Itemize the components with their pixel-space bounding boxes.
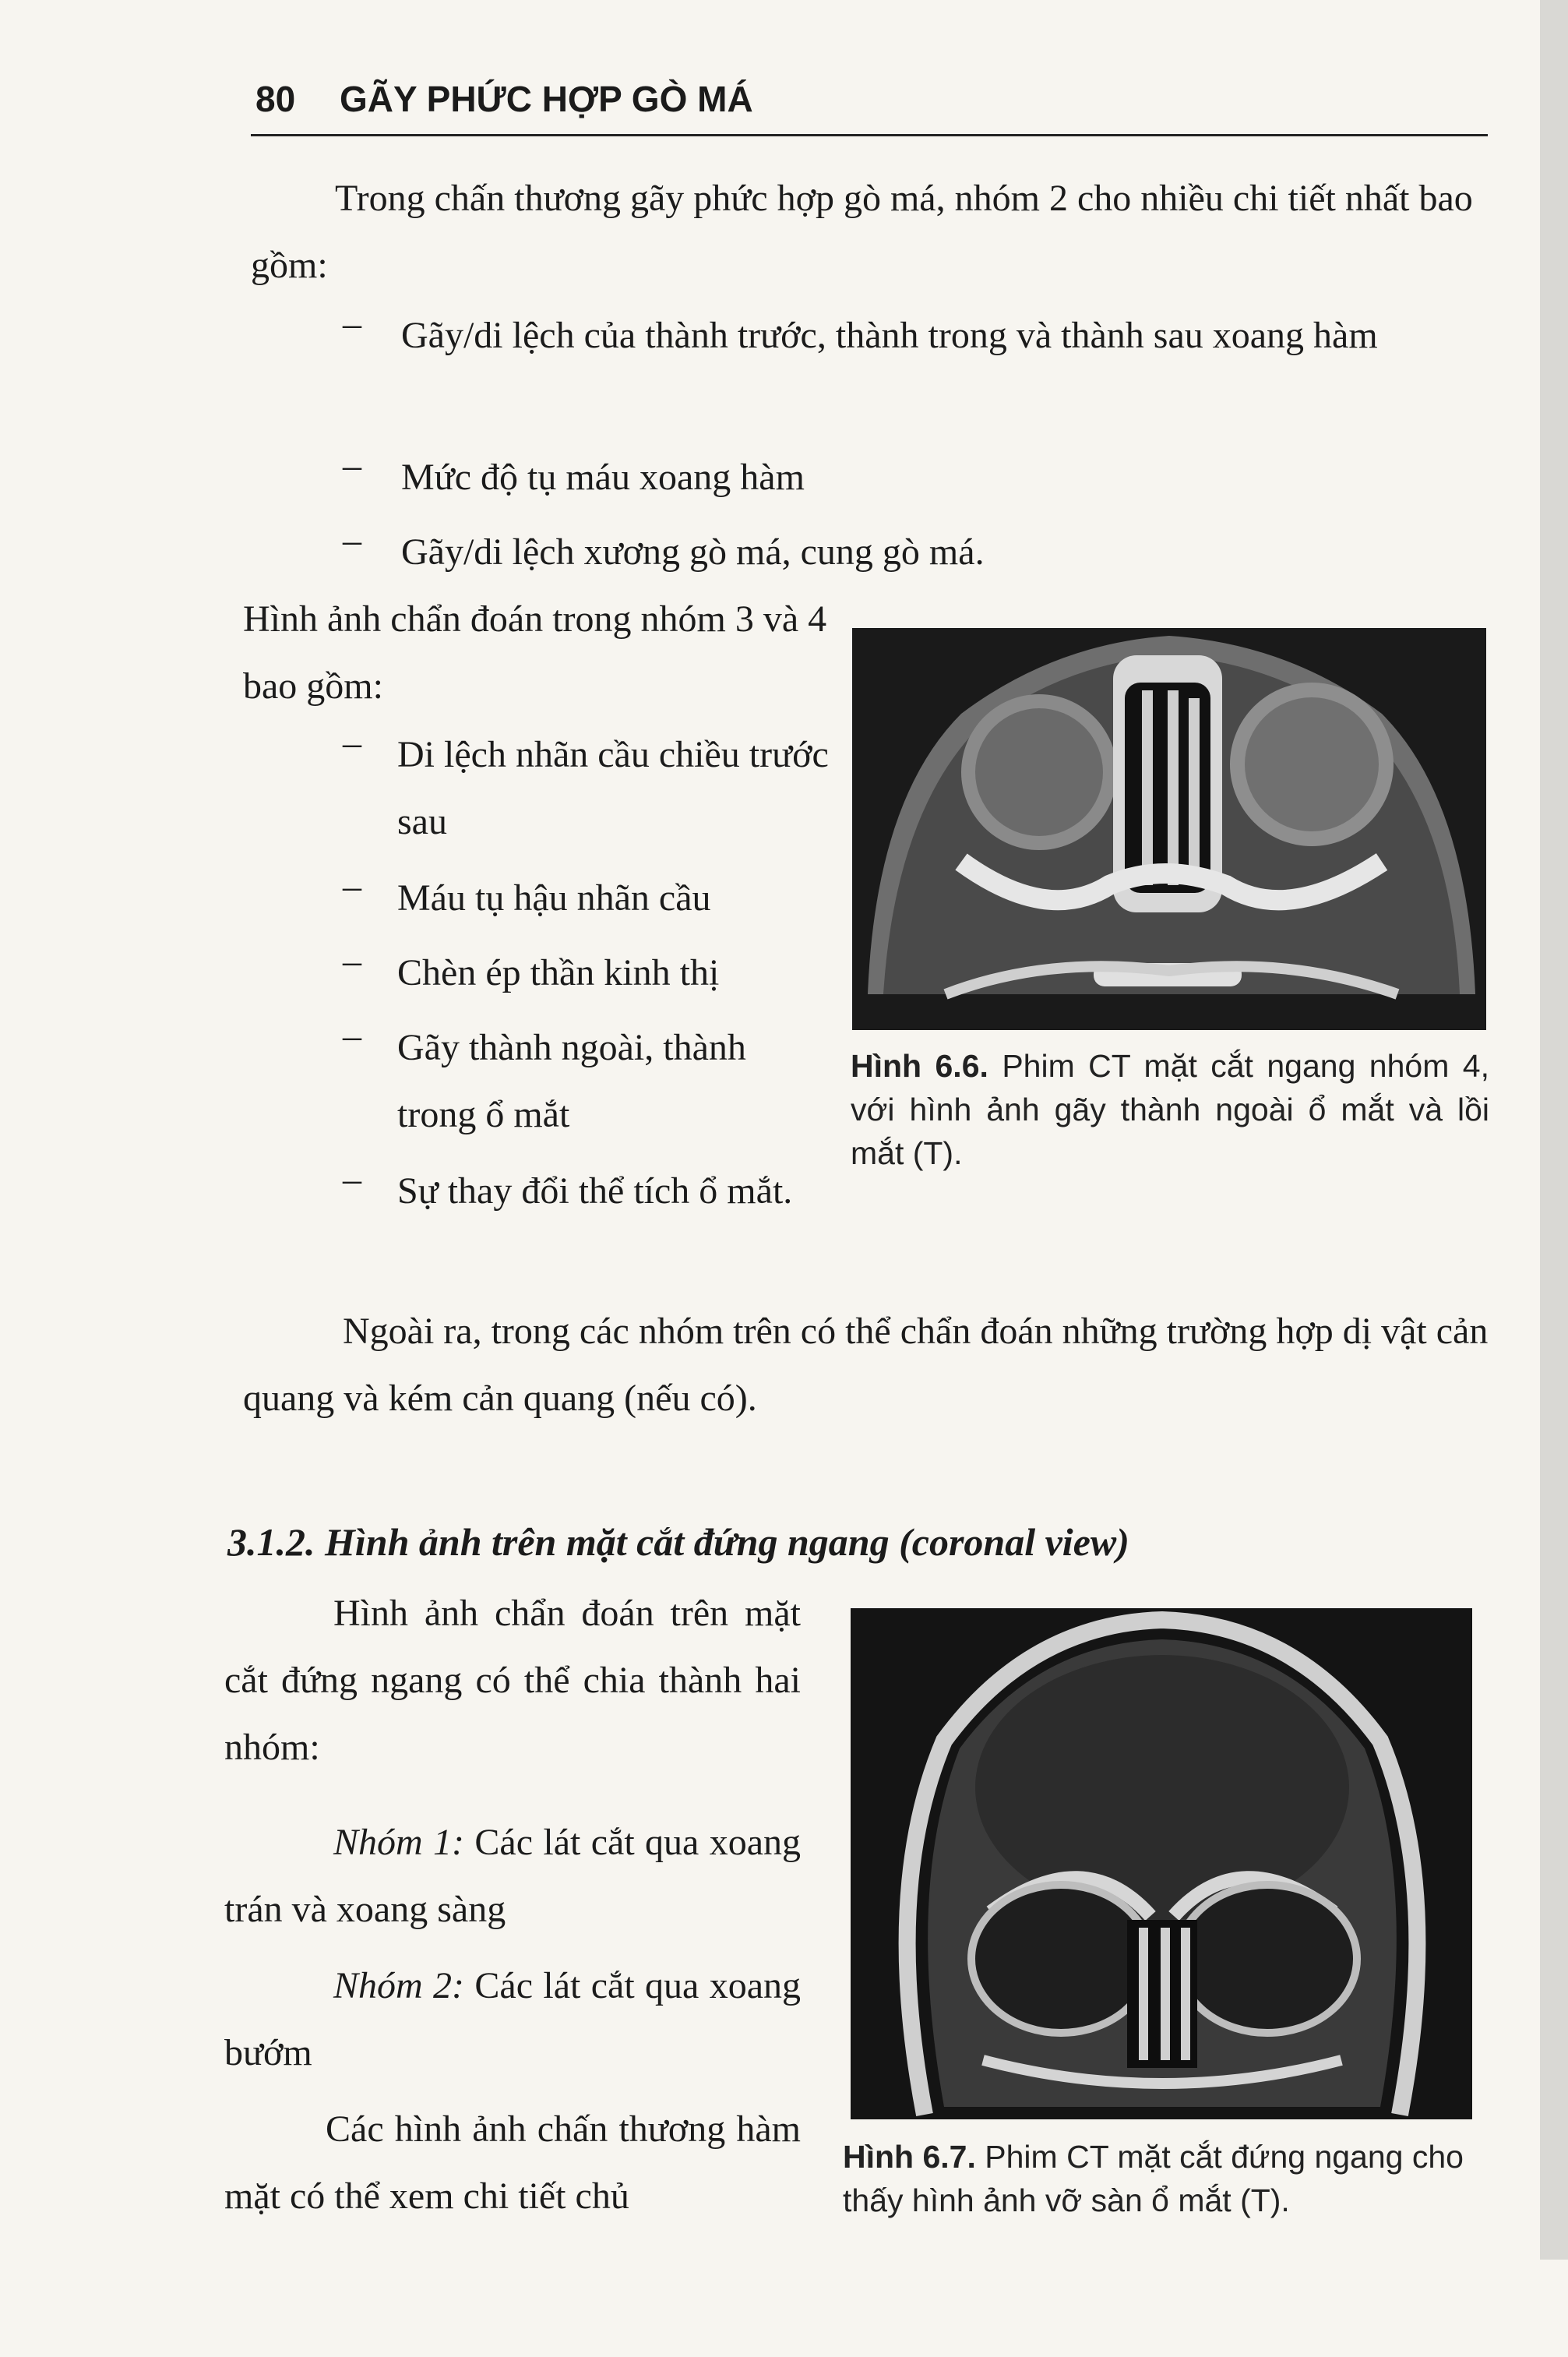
figure-6-7-text: Phim CT mặt cắt đứng ngang cho thấy hình ảnh vỡ sàn ổ mắt (T). <box>843 2139 1464 2218</box>
outro-paragraph: Ngoài ra, trong các nhóm trên có thể chẩn đoán những trường hợp dị vật cản quang và kém cản quang (nếu có). <box>243 1311 1489 1419</box>
closing-paragraph: Các hình ảnh chấn thương hàm mặt có thể xem chi tiết chủ <box>224 2108 801 2217</box>
group2-paragraph <box>224 1953 801 2087</box>
ct-coronal-image <box>851 1608 1472 2119</box>
group2-label: Nhóm 2: <box>333 1965 465 2006</box>
ct-axial-illustration <box>852 628 1486 1030</box>
chapter-title: GÃY PHỨC HỢP GÒ MÁ <box>340 79 753 119</box>
intro-paragraph: Trong chấn thương gãy phức hợp gò má, nhóm 2 cho nhiều chi tiết nhất bao gồm: <box>251 178 1473 286</box>
page-number: 80 <box>255 79 296 119</box>
figure-6-7-label: Hình 6.7. <box>843 2139 976 2175</box>
group2-text: Các lát cắt qua xoang bướm <box>224 1965 802 2073</box>
ct-axial-image <box>852 628 1486 1030</box>
header-rule <box>251 134 1488 136</box>
section-intro: Hình ảnh chẩn đoán trên mặt cắt đứng ngang có thể chia thành hai nhóm: <box>224 1593 801 1768</box>
group1-label: Nhóm 1: <box>333 1822 465 1863</box>
group34-intro: Hình ảnh chẩn đoán trong nhóm 3 và 4 bao gồm: <box>243 598 827 707</box>
figure-6-7-caption <box>843 2135 1489 2222</box>
figure-6-6-caption <box>851 1044 1489 1175</box>
figure-6-6-label: Hình 6.6. <box>851 1048 988 1084</box>
ct-coronal-illustration <box>851 1608 1472 2119</box>
section-heading: 3.1.2. Hình ảnh trên mặt cắt đứng ngang (coronal view) <box>227 1520 1129 1564</box>
group1-text: Các lát cắt qua xoang trán và xoang sàng <box>224 1822 802 1930</box>
figure-6-6-text: Phim CT mặt cắt ngang nhóm 4, với hình ảnh gãy thành ngoài ổ mắt và lồi mắt (T). <box>851 1048 1489 1171</box>
group1-paragraph <box>224 1809 801 1943</box>
scan-edge-shadow <box>1540 0 1568 2260</box>
